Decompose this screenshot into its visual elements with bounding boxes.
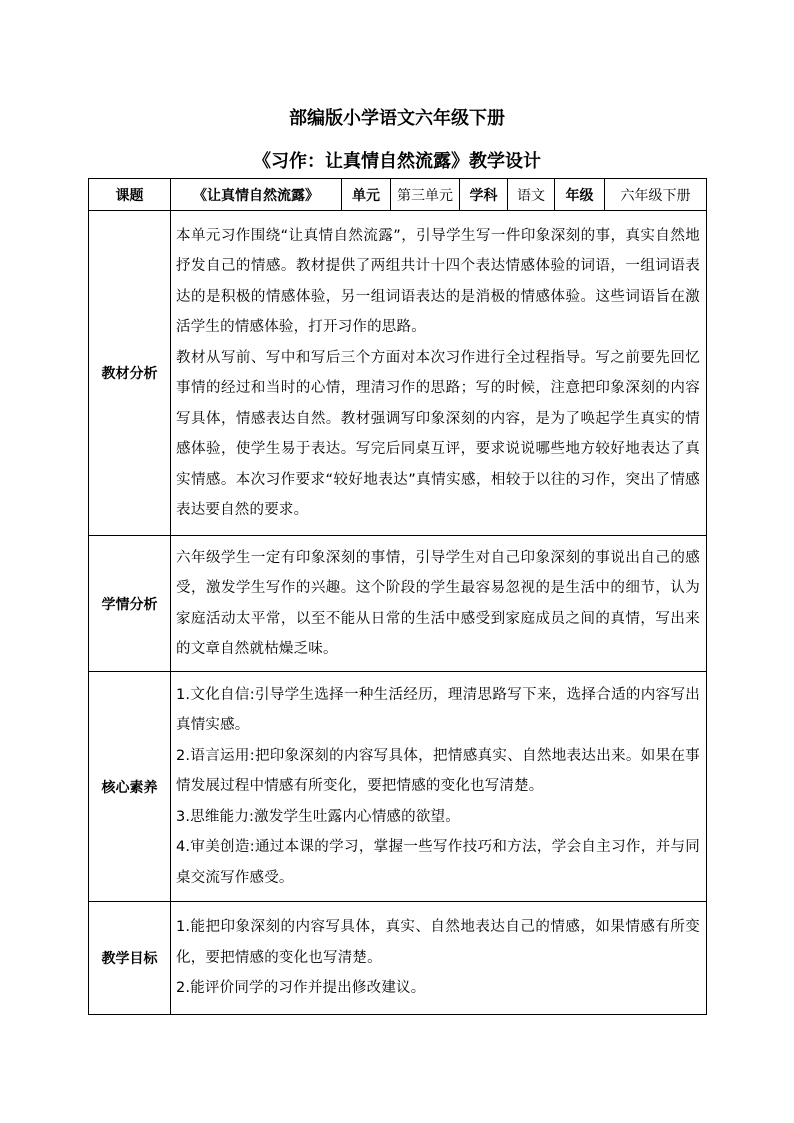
unit-label: 单元 [342,179,391,211]
student-analysis-content [171,536,707,672]
text-paragraph: 1.文化自信:引导学生选择一种生活经历，理清思路写下来，选择合适的内容写出真情实感。 [176,686,700,734]
teaching-goals-row [89,902,707,1015]
document-subtitle: 《习作：让真情自然流露》教学设计 [253,151,541,172]
grade-label: 年级 [555,179,605,211]
core-literacy-content [171,672,707,902]
teaching-goals-content [171,902,707,1015]
textbook-analysis-label: 教材分析 [89,211,171,536]
grade-value: 六年级下册 [605,179,707,211]
subject-label: 学科 [460,179,508,211]
core-literacy-label: 核心素养 [89,672,171,902]
document-title: 部编版小学语文六年级下册 [289,108,505,129]
topic-label: 课题 [89,179,171,211]
core-literacy-row [89,672,707,902]
text-paragraph: 4.审美创造:通过本课的学习，掌握一些写作技巧和方法，学会自主习作，并与同桌交流写作感受。 [176,839,700,886]
student-analysis-row [89,536,707,672]
lesson-plan-table [88,178,707,1015]
text-paragraph: 本单元习作围绕“让真情自然流露”，引导学生写一件印象深刻的事，真实自然地抒发自己的情感。教材提供了两组共计十四个表达情感体验的词语，一组词语表达的是积极的情感体验，另一组词语表达的是消极的情感体验。这些词语旨在激活学生的情感体验，打开习作的思路。 [176,227,700,335]
teaching-goals-label: 教学目标 [89,902,171,1015]
text-paragraph: 教材从写前、写中和写后三个方面对本次习作进行全过程指导。写之前要先回忆事情的经过和当时的心情，理清习作的思路；写的时候，注意把印象深刻的内容写具体，情感表达自然。教材强调写印象深刻的内容，是为了唤起学生真实的情感体验，使学生易于表达。写完后同桌互评，要求说说哪些地方较好地表达了真实情感。本次习作要求“较好地表达”真情实感，相较于以往的习作，突出了情感表达要自然的要求。 [176,349,700,518]
textbook-analysis-row [89,211,707,536]
text-paragraph: 1.能把印象深刻的内容写具体，真实、自然地表达自己的情感，如果情感有所变化，要把情感的变化也写清楚。 [176,919,700,966]
text-paragraph: 2.能评价同学的习作并提出修改建议。 [176,980,426,997]
subject-value: 语文 [508,179,555,211]
header-row [89,179,707,211]
text-paragraph: 3.思维能力:激发学生吐露内心情感的欲望。 [176,808,460,825]
text-paragraph: 2.语言运用:把印象深刻的内容写具体，把情感真实、自然地表达出来。如果在事情发展过程中情感有所变化，要把情感的变化也写清楚。 [176,747,700,795]
text-paragraph: 六年级学生一定有印象深刻的事情，引导学生对自己印象深刻的事说出自己的感受，激发学生写作的兴趣。这个阶段的学生最容易忽视的是生活中的细节，认为家庭活动太平常，以至不能从日常的生活中感受到家庭成员之间的真情，写出来的文章自然就枯燥乏味。 [176,549,700,657]
unit-value: 第三单元 [391,179,460,211]
topic-value: 《让真情自然流露》 [171,179,342,211]
student-analysis-label: 学情分析 [89,536,171,672]
textbook-analysis-content [171,211,707,536]
